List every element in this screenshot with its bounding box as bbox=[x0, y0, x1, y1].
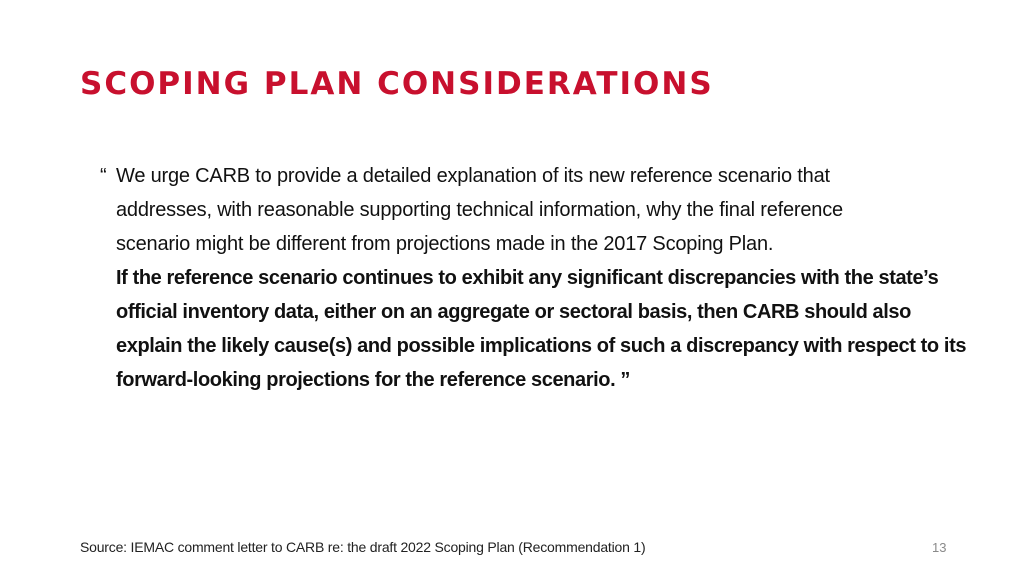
quote-line-emphasis bbox=[100, 363, 960, 397]
quote-line bbox=[100, 227, 960, 261]
quote-text: addresses, with reasonable supporting technical information, why the final reference bbox=[116, 199, 843, 221]
open-quote-mark: “ bbox=[100, 165, 107, 187]
quote-text: We urge CARB to provide a detailed explanation of its new reference scenario that bbox=[116, 165, 830, 187]
quote-line-emphasis bbox=[100, 295, 960, 329]
quote-text-bold: explain the likely cause(s) and possible implications of such a discrepancy with respect to its bbox=[116, 335, 967, 357]
quote-line bbox=[100, 159, 960, 193]
quote-block bbox=[100, 159, 967, 397]
quote-line-emphasis bbox=[100, 329, 967, 363]
slide-title: SCOPING PLAN CONSIDERATIONS bbox=[80, 66, 714, 102]
quote-text-bold: forward-looking projections for the reference scenario. bbox=[116, 369, 616, 391]
close-quote-mark: ” bbox=[620, 369, 631, 391]
quote-text-bold: official inventory data, either on an aggregate or sectoral basis, then CARB should also bbox=[116, 301, 911, 323]
quote-text: scenario might be different from projections made in the 2017 Scoping Plan. bbox=[116, 233, 774, 255]
page-number: 13 bbox=[932, 540, 947, 555]
quote-line-emphasis bbox=[100, 261, 960, 295]
quote-text-bold: If the reference scenario continues to exhibit any significant discrepancies with the state’s bbox=[116, 267, 939, 289]
quote-line bbox=[100, 193, 960, 227]
source-citation: Source: IEMAC comment letter to CARB re: the draft 2022 Scoping Plan (Recommendation 1) bbox=[80, 539, 646, 555]
